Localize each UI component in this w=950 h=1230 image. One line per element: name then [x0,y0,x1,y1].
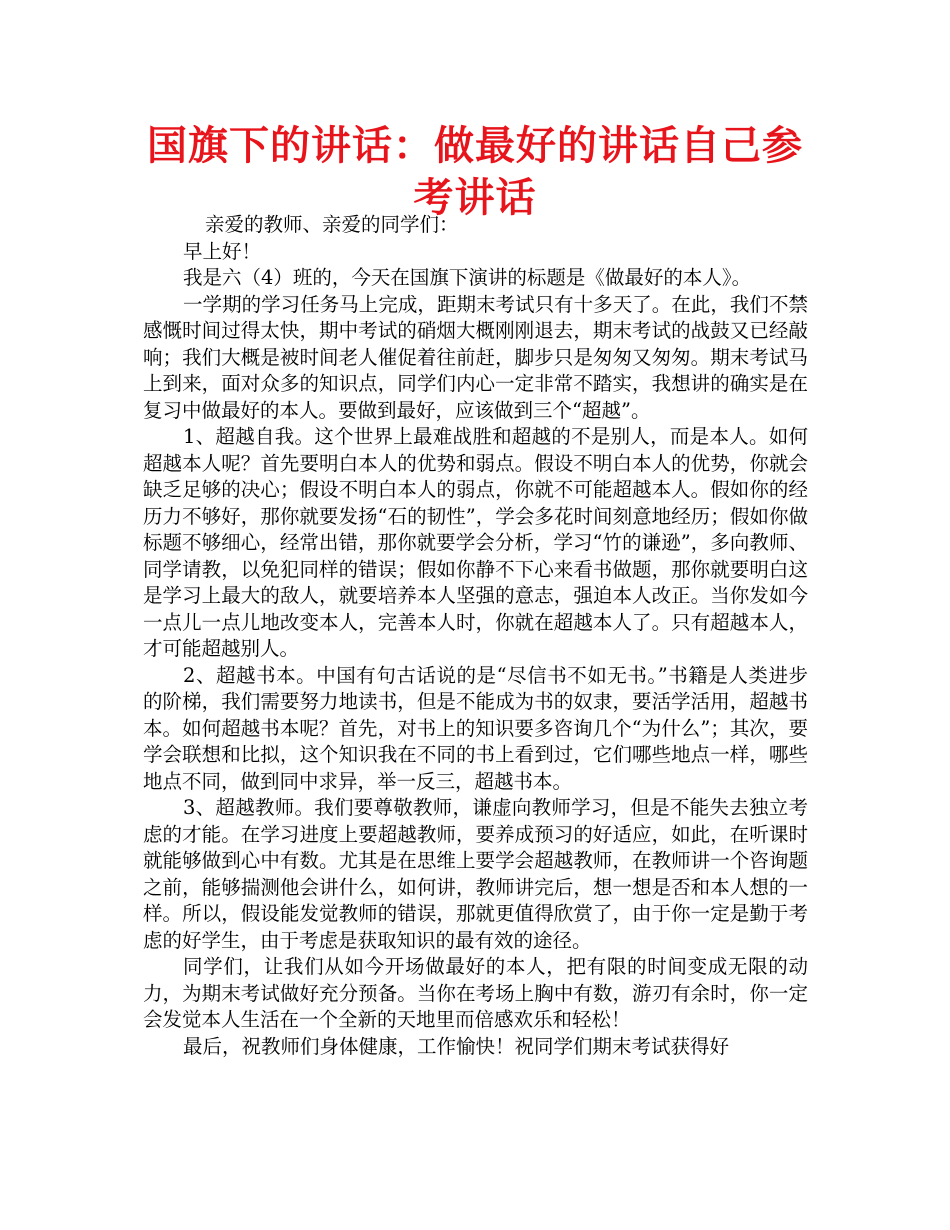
salutation-paragraph: 亲爱的教师、亲爱的同学们： [205,213,459,236]
call-to-action-paragraph: 同学们，让我们从如今开场做最好的本人，把有限的时间变成无限的动力，为期末考试做好充分预备。当你在考场上胸中有数，游刃有余时，你一定会发觉本人生活在一个全新的天地里而倍感欢乐和轻松！ [143,955,808,1031]
context-paragraph: 一学期的学习任务马上完成，距期末考试只有十多天了。在此，我们不禁感慨时间过得太快，期中考试的硝烟大概刚刚退去，期末考试的战鼓又已经敲响；我们大概是被时间老人催促着往前赶，脚步只是匆匆又匆匆。期末考试马上到来，面对众多的知识点，同学们内心一定非常不踏实，我想讲的确实是在复习中做最好的本人。要做到最好，应该做到三个“超越”。 [143,292,808,422]
point-three-paragraph: 3、超越教师。我们要尊敬教师，谦虚向教师学习，但是不能失去独立考虑的才能。在学习进度上要超越教师，要养成预习的好适应，如此，在听课时就能够做到心中有数。尤其是在思维上要学会超越教师，在教师讲一个咨询题之前，能够揣测他会讲什么，如何讲，教师讲完后，想一想是否和本人想的一样。所以，假设能发觉教师的错误，那就更值得欣赏了，由于你一定是勤于考虑的好学生，由于考虑是获取知识的最有效的途径。 [143,796,808,952]
closing-paragraph: 最后，祝教师们身体健康，工作愉快！祝同学们期末考试获得好 [183,1034,730,1058]
point-two-paragraph: 2、超越书本。中国有句古话说的是“尽信书不如无书。”书籍是人类进步的阶梯，我们需要努力地读书，但是不能成为书的奴隶，要活学活用，超越书本。如何超越书本呢？首先，对书上的知识要多咨询几个“为什么”；其次，要学会联想和比拟，这个知识我在不同的书上看到过，它们哪些地点一样，哪些地点不同，做到同中求异，举一反三，超越书本。 [143,663,808,793]
document-body [143,212,808,1060]
intro-paragraph: 我是六（4）班的，今天在国旗下演讲的标题是《做最好的本人》。 [183,266,752,289]
document-title: 国旗下的讲话：做最好的讲话自己参考讲话 [147,123,803,221]
greeting-paragraph: 早上好！ [183,239,262,263]
point-one-paragraph: 1、超越自我。这个世界上最难战胜和超越的不是别人，而是本人。如何超越本人呢？首先要明白本人的优势和弱点。假设不明白本人的优势，你就会缺乏足够的决心；假设不明白本人的弱点，你就不可能超越本人。假如你的经历力不够好，那你就要发扬“石的韧性”，学会多花时间刻意地经历；假如你做标题不够细心，经常出错，那你就要学会分析，学习“竹的谦逊”，多向教师、同学请教，以免犯同样的错误；假如你静不下心来看书做题，那你就要明白这是学习上最大的敌人，就要培养本人坚强的意志，强迫本人改正。当你发如今一点儿一点儿地改变本人，完善本人时，你就在超越本人了。只有超越本人，才可能超越别人。 [143,425,808,660]
